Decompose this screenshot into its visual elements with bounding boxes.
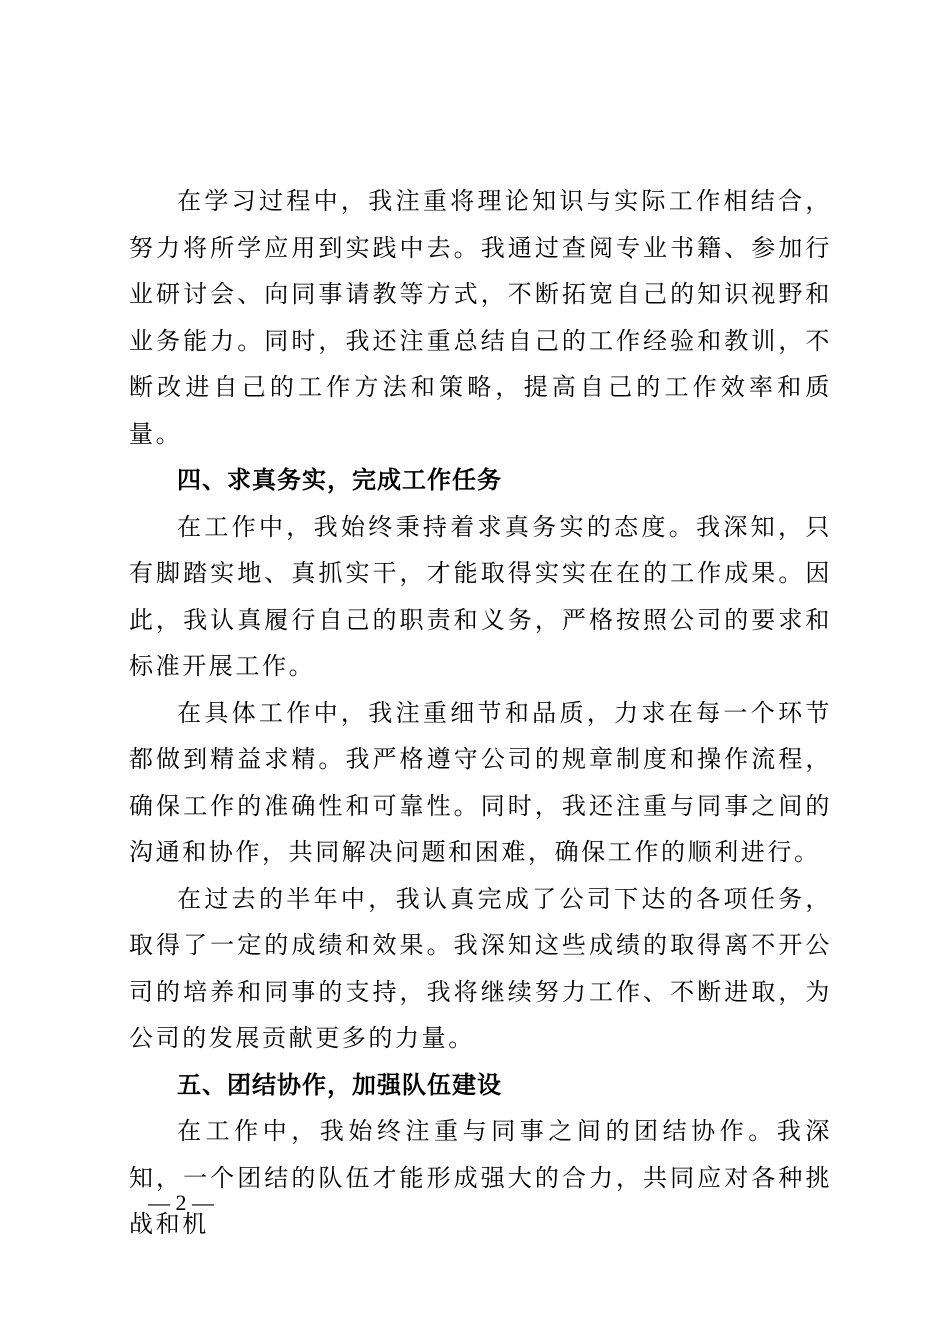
section-heading-5: 五、团结协作，加强队伍建设 [177, 1070, 502, 1099]
document-body [129, 178, 832, 1248]
paragraph-study-practice: 在学习过程中，我注重将理论知识与实际工作相结合，努力将所学应用到实践中去。我通过查阅专业书籍、参加行业研讨会、向同事请教等方式，不断拓宽自己的知识视野和业务能力。同时，我还注重总结自己的工作经验和教训，不断改进自己的工作方法和策略，提高自己的工作效率和质量。 [129, 187, 832, 448]
paragraph-pragmatic-attitude: 在工作中，我始终秉持着求真务实的态度。我深知，只有脚踏实地、真抓实干，才能取得实实在在的工作成果。因此，我认真履行自己的职责和义务，严格按照公司的要求和标准开展工作。 [129, 512, 832, 680]
paragraph-detail-quality: 在具体工作中，我注重细节和品质，力求在每一个环节都做到精益求精。我严格遵守公司的规章制度和操作流程，确保工作的准确性和可靠性。同时，我还注重与同事之间的沟通和协作，共同解决问题和困难，确保工作的顺利进行。 [129, 698, 832, 866]
page-number: — 2 — [148, 1190, 214, 1215]
paragraph-half-year-results: 在过去的半年中，我认真完成了公司下达的各项任务，取得了一定的成绩和效果。我深知这些成绩的取得离不开公司的培养和同事的支持，我将继续努力工作、不断进取，为公司的发展贡献更多的力量。 [129, 884, 832, 1052]
paragraph-teamwork: 在工作中，我始终注重与同事之间的团结协作。我深知，一个团结的队伍才能形成强大的合力，共同应对各种挑战和机 [129, 1117, 832, 1238]
section-heading-4: 四、求真务实，完成工作任务 [177, 466, 502, 494]
